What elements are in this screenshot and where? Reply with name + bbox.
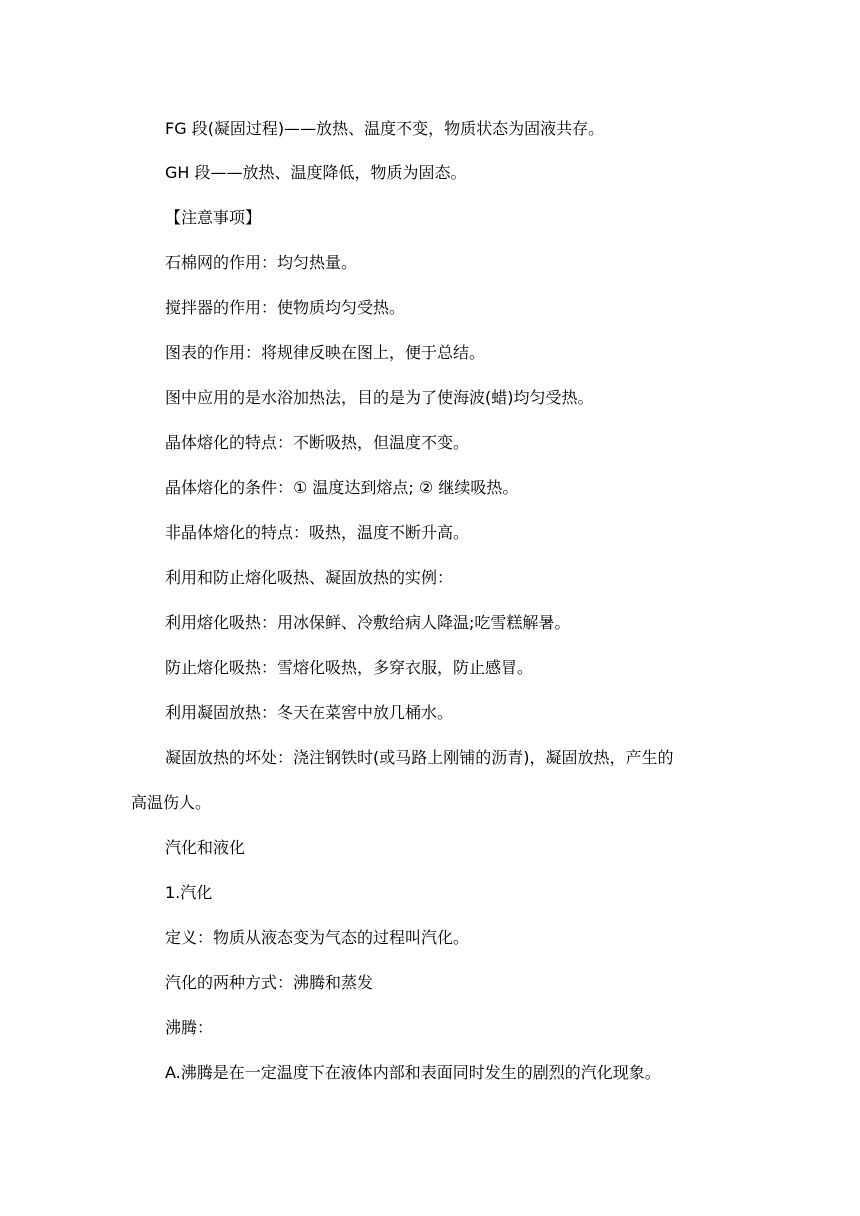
paragraph-vaporization-methods: 汽化的两种方式：沸腾和蒸发 (165, 973, 374, 992)
paragraph-solidification-harm-continued: 高温伤人。 (131, 793, 212, 812)
section-heading-notes: 【注意事项】 (165, 208, 262, 227)
paragraph-stirrer: 搅拌器的作用：使物质均匀受热。 (165, 298, 406, 317)
paragraph-crystal-melting-features: 晶体熔化的特点：不断吸热，但温度不变。 (165, 433, 470, 452)
paragraph-boiling-a: A.沸腾是在一定温度下在液体内部和表面同时发生的剧烈的汽化现象。 (165, 1063, 661, 1082)
paragraph-gh-segment: GH 段——放热、温度降低，物质为固态。 (165, 163, 467, 182)
paragraph-use-solidification: 利用凝固放热：冬天在菜窖中放几桶水。 (165, 703, 454, 722)
paragraph-vaporization-definition: 定义：物质从液态变为气态的过程叫汽化。 (165, 928, 470, 947)
paragraph-examples-intro: 利用和防止熔化吸热、凝固放热的实例： (165, 568, 454, 587)
paragraph-amorphous-melting: 非晶体熔化的特点：吸热，温度不断升高。 (165, 523, 470, 542)
subsection-heading-vaporization: 1.汽化 (165, 883, 213, 902)
paragraph-water-bath: 图中应用的是水浴加热法，目的是为了使海波(蜡)均匀受热。 (165, 388, 594, 407)
paragraph-prevent-melting: 防止熔化吸热：雪熔化吸热，多穿衣服，防止感冒。 (165, 658, 534, 677)
paragraph-boiling-heading: 沸腾： (165, 1018, 214, 1037)
paragraph-use-melting: 利用熔化吸热：用冰保鲜、冷敷给病人降温;吃雪糕解暑。 (165, 613, 571, 632)
paragraph-fg-segment: FG 段(凝固过程)——放热、温度不变，物质状态为固液共存。 (165, 119, 605, 138)
paragraph-crystal-melting-conditions: 晶体熔化的条件：① 温度达到熔点; ② 继续吸热。 (165, 478, 519, 497)
paragraph-chart-purpose: 图表的作用：将规律反映在图上，便于总结。 (165, 343, 486, 362)
paragraph-asbestos-net: 石棉网的作用：均匀热量。 (165, 253, 358, 272)
section-heading-vaporization-liquefaction: 汽化和液化 (165, 838, 246, 857)
paragraph-solidification-harm: 凝固放热的坏处：浇注钢铁时(或马路上刚铺的沥青)，凝固放热，产生的 (165, 748, 674, 767)
